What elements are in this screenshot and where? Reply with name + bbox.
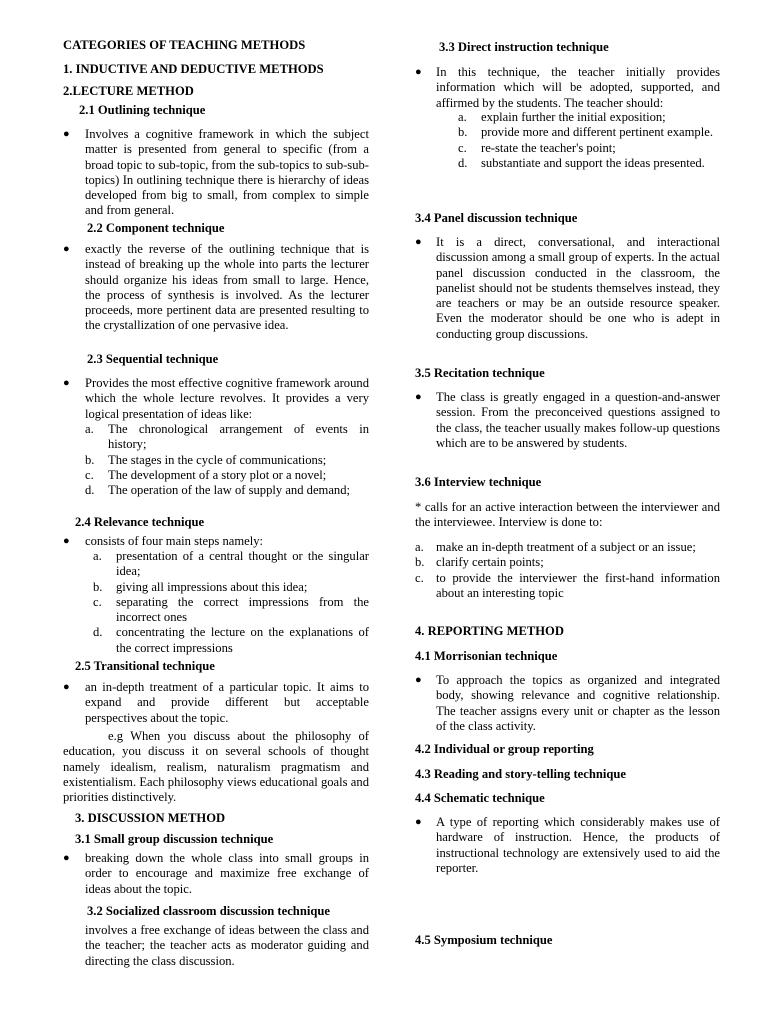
- heading-transitional-technique: 2.5 Transitional technique: [75, 659, 215, 673]
- bullet-text: To approach the topics as organized and integrated body, showing relevance and cognitive relationship. The teacher assigns every unit or chapter as the lesson of the class activity.: [436, 673, 720, 733]
- bullet-icon: ●: [415, 674, 422, 686]
- bullet-direct-instruction: [415, 65, 720, 111]
- bullet-icon: ●: [63, 243, 70, 255]
- list-item: d. substantiate and support the ideas presented.: [458, 155, 705, 170]
- heading-interview-technique: 3.6 Interview technique: [415, 475, 542, 489]
- bullet-component: [63, 242, 369, 334]
- bullet-morrisonian: [415, 673, 720, 734]
- bullet-text: breaking down the whole class into small groups in order to encourage and maximize free exchange of ideas about the topic.: [85, 851, 369, 896]
- bullet-small-group: [63, 851, 369, 897]
- bullet-icon: ●: [63, 377, 70, 389]
- bullet-icon: ●: [415, 816, 422, 828]
- bullet-outlining: [63, 127, 369, 219]
- list-item: b. giving all impressions about this idea;: [93, 579, 308, 594]
- bullet-icon: ●: [415, 66, 422, 78]
- heading-reporting-method: 4. REPORTING METHOD: [415, 624, 564, 638]
- heading-schematic-technique: 4.4 Schematic technique: [415, 791, 545, 805]
- transitional-example: e.g When you discuss about the philosophy of education, you discuss it on several schools of thought namely idealism, realism, naturalism pragmatism and existentialism. Each philosophy views educational goals and priorities distinctively.: [63, 729, 369, 805]
- list-item: c. re-state the teacher's point;: [458, 140, 616, 155]
- heading-recitation-technique: 3.5 Recitation technique: [415, 366, 545, 380]
- heading-socialized-technique: 3.2 Socialized classroom discussion technique: [87, 904, 330, 918]
- heading-reading-story-telling: 4.3 Reading and story-telling technique: [415, 767, 626, 781]
- bullet-icon: ●: [415, 236, 422, 248]
- heading-direct-instruction-technique: 3.3 Direct instruction technique: [439, 40, 609, 54]
- heading-symposium-technique: 4.5 Symposium technique: [415, 933, 553, 947]
- list-item: b. clarify certain points;: [415, 555, 544, 570]
- heading-discussion-method: 3. DISCUSSION METHOD: [75, 811, 226, 825]
- bullet-text: Provides the most effective cognitive framework around which the whole lecture revolves. It provides a very logical presentation of ideas like:: [85, 376, 369, 421]
- direct-instruction-list: [458, 110, 720, 171]
- bullet-text: The class is greatly engaged in a question-and-answer session. From the preconceived questions assigned to the class, the teacher usually makes follow-up questions which are to be answered by students.: [436, 390, 720, 450]
- heading-relevance-technique: 2.4 Relevance technique: [75, 515, 205, 529]
- bullet-recitation: [415, 390, 720, 451]
- heading-panel-discussion-technique: 3.4 Panel discussion technique: [415, 211, 578, 225]
- document-title: CATEGORIES OF TEACHING METHODS: [63, 38, 306, 52]
- bullet-transitional: [63, 680, 369, 726]
- sequential-list: [85, 422, 369, 498]
- heading-lecture-method: 2.LECTURE METHOD: [63, 84, 194, 98]
- list-item: a. make an in-depth treatment of a subject or an issue;: [415, 540, 696, 554]
- heading-individual-group-reporting: 4.2 Individual or group reporting: [415, 742, 594, 756]
- heading-component-technique: 2.2 Component technique: [87, 221, 225, 235]
- interview-list: [415, 540, 720, 601]
- bullet-icon: ●: [63, 852, 70, 864]
- bullet-icon: ●: [415, 391, 422, 403]
- bullet-text: consists of four main steps namely:: [85, 534, 264, 548]
- heading-sequential-technique: 2.3 Sequential technique: [87, 352, 219, 366]
- bullet-text: an in-depth treatment of a particular topic. It aims to expand and provide different but acceptable perspectives about the topic.: [85, 680, 369, 725]
- list-item: c. The development of a story plot or a novel;: [85, 467, 327, 482]
- bullet-icon: ●: [63, 535, 70, 547]
- heading-outlining-technique: 2.1 Outlining technique: [79, 103, 206, 117]
- list-item: a. The chronological arrangement of events in history;: [85, 422, 369, 452]
- heading-morrisonian-technique: 4.1 Morrisonian technique: [415, 649, 558, 663]
- bullet-panel-discussion: [415, 235, 720, 342]
- bullet-text: Involves a cognitive framework in which the subject matter is presented from general to specific (from a broad topic to sub-topic, from the sub-topics to sub-sub-topics) In outlining technique there is hierarchy of ideas developed from big to small, from complex to simple and from general.: [85, 127, 369, 218]
- interview-paragraph: * calls for an active interaction between the interviewer and the interviewee. Interview is done to:: [415, 500, 720, 530]
- bullet-text: It is a direct, conversational, and interactional discussion among a small group of experts. In the actual panel discussion conducted in the classroom, the panelist should not be students themselves instead, they are teachers or may be an outside resource speaker. Even the moderator should be one who is adept in conducting group discussions.: [436, 235, 720, 341]
- list-item: d. The operation of the law of supply and demand;: [85, 483, 351, 498]
- list-item: a. presentation of a central thought or the singular idea;: [93, 549, 369, 579]
- list-item: c. to provide the interviewer the first-hand information about an interesting topic: [415, 570, 720, 600]
- bullet-relevance: [63, 534, 369, 549]
- heading-inductive-deductive: 1. INDUCTIVE AND DEDUCTIVE METHODS: [63, 62, 324, 76]
- bullet-icon: ●: [63, 128, 70, 140]
- socialized-paragraph: involves a free exchange of ideas between the class and the teacher; the teacher acts as moderator guiding and directing the class discussion.: [85, 923, 369, 968]
- bullet-sequential: [63, 376, 369, 422]
- bullet-schematic: [415, 815, 720, 876]
- bullet-text: A type of reporting which considerably makes use of hardware of instruction. Hence, the products of instructional technology are extensively used to aid the reporter.: [436, 815, 720, 875]
- relevance-list: [93, 549, 369, 656]
- list-item: c. separating the correct impressions from the incorrect ones: [93, 594, 369, 625]
- list-item: b. provide more and different pertinent example.: [458, 125, 713, 140]
- list-item: b. The stages in the cycle of communications;: [85, 452, 327, 467]
- heading-small-group-technique: 3.1 Small group discussion technique: [75, 832, 274, 846]
- bullet-text: In this technique, the teacher initially provides information which will be adopted, supported, and affirmed by the students. The teacher should:: [436, 65, 720, 110]
- list-item: d. concentrating the lecture on the explanations of the correct impressions: [93, 625, 369, 655]
- bullet-text: exactly the reverse of the outlining technique that is instead of breaking up the whole into parts the lecturer should organize his ideas from small to large. Hence, the process of synthesis is involved. As the lecturer proceeds, more pertinent data are presented resulting to the crystallization of one pervasive idea.: [85, 242, 369, 333]
- bullet-icon: ●: [63, 681, 70, 693]
- list-item: a. explain further the initial exposition;: [458, 110, 666, 124]
